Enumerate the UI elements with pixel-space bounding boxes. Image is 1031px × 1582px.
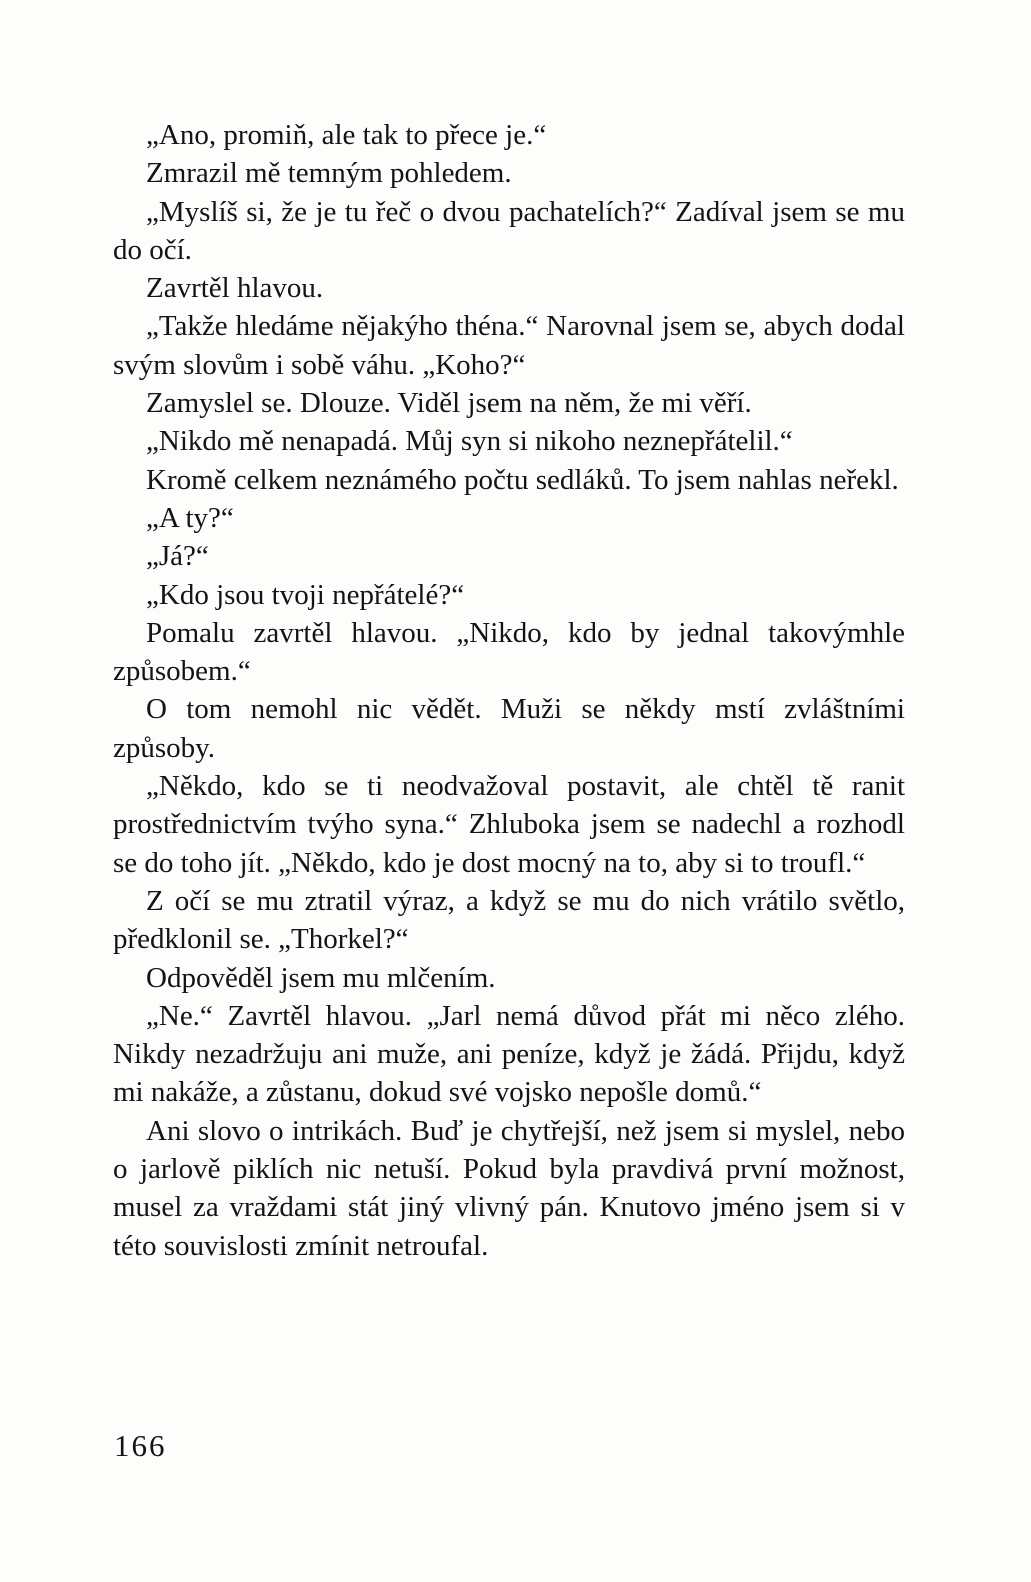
body-text <box>113 116 905 1265</box>
paragraph: Zavrtěl hlavou. <box>146 272 324 305</box>
paragraph: „A ty?“ <box>146 501 234 534</box>
page-number: 166 <box>114 1428 167 1463</box>
paragraph: „Ano, promiň, ale tak to přece je.“ <box>146 119 547 151</box>
paragraph: Pomalu zavrtěl hlavou. „Nikdo, kdo by jednal takovýmhle způsobem.“ <box>113 616 905 688</box>
paragraph: „Někdo, kdo se ti neodvažoval postavit, ale chtěl tě ranit prostřednictvím tvýho syna.“ Zhluboka jsem se nadechl a rozhodl se do toho jít. „Někdo, kdo je dost mocný na to, aby si to troufl.“ <box>113 770 905 879</box>
paragraph: „Nikdo mě nenapadá. Můj syn si nikoho neznepřátelil.“ <box>146 425 793 458</box>
paragraph: „Ne.“ Zavrtěl hlavou. „Jarl nemá důvod přát mi něco zlého. Nikdy nezadržuju ani muže, ani peníze, když je žádá. Přijdu, když mi nakáže, a zůstanu, dokud své vojsko nepošle domů.“ <box>113 999 905 1109</box>
paragraph: Odpověděl jsem mu mlčením. <box>146 961 496 994</box>
paragraph: Kromě celkem neznámého počtu sedláků. To jsem nahlas neřekl. <box>146 463 899 496</box>
paragraph: „Takže hledáme nějakýho théna.“ Narovnal jsem se, abych dodal svým slovům i sobě váhu. „Koho?“ <box>113 310 905 381</box>
paragraph: „Kdo jsou tvoji nepřátelé?“ <box>146 578 465 611</box>
paragraph: Ani slovo o intrikách. Buď je chytřejší, než jsem si myslel, nebo o jarlově piklích nic netuší. Pokud byla pravdivá první možnost, musel za vraždami stát jiný vlivný pán. Knutovo jméno jsem si v této souvislosti zmínit netroufal. <box>113 1114 905 1262</box>
paragraph: „Myslíš si, že je tu řeč o dvou pachatelích?“ Zadíval jsem se mu do očí. <box>113 195 905 266</box>
paragraph: Zmrazil mě temným pohledem. <box>146 157 512 190</box>
paragraph: „Já?“ <box>146 540 209 573</box>
paragraph: Z očí se mu ztratil výraz, a když se mu do nich vrátilo světlo, předklonil se. „Thorkel?“ <box>113 884 905 956</box>
paragraph: O tom nemohl nic vědět. Muži se někdy mstí zvláštními způsoby. <box>113 693 905 764</box>
paragraph: Zamyslel se. Dlouze. Viděl jsem na něm, že mi věří. <box>146 387 752 420</box>
